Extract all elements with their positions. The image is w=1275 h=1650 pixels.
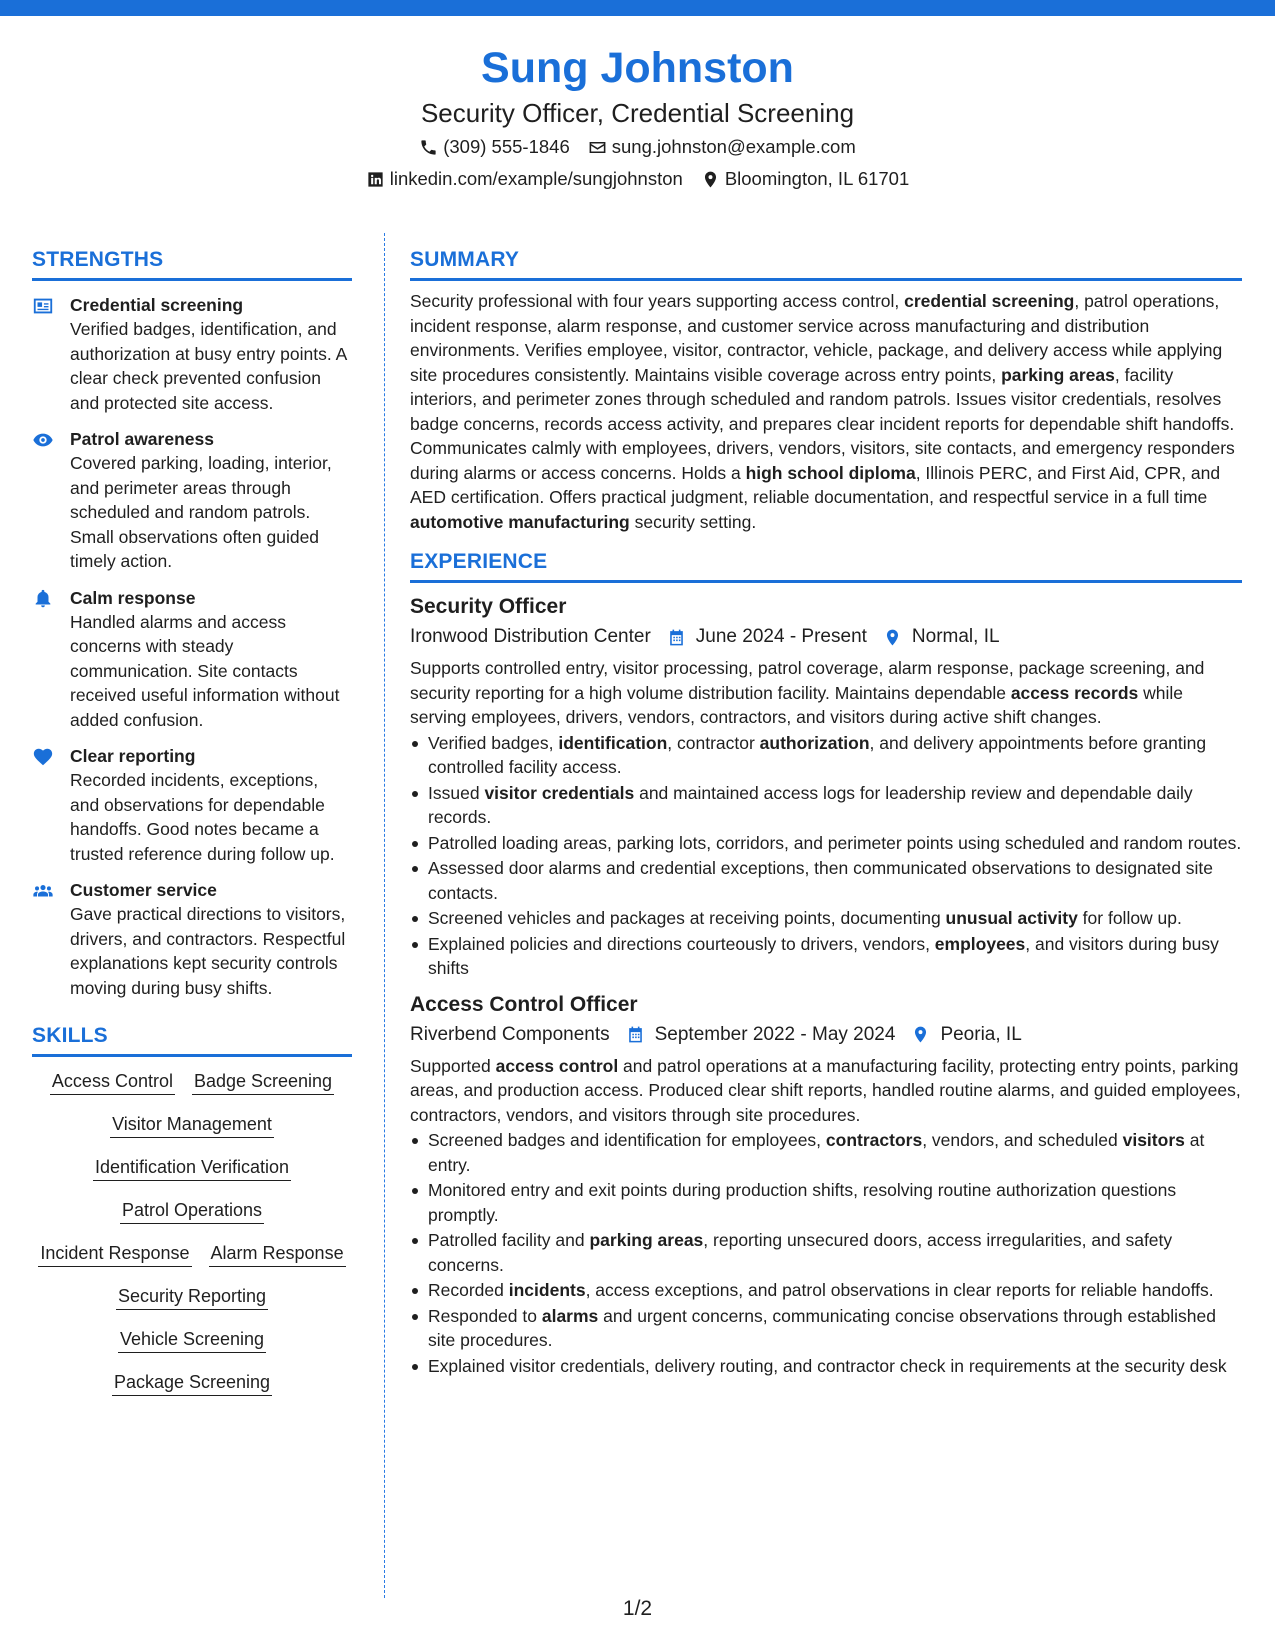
column-divider bbox=[384, 233, 385, 1598]
strength-heading: Calm response bbox=[70, 587, 196, 608]
text-run: and urgent concerns, communicating concise observations through established site procedures. bbox=[428, 1305, 1217, 1350]
calendar-icon bbox=[626, 1025, 645, 1044]
skills-heading: SKILLS bbox=[32, 1022, 352, 1057]
bullet-item bbox=[410, 932, 1242, 981]
text-run: Verified badges, bbox=[428, 732, 559, 753]
text-run: Screened badges and identification for employees, bbox=[428, 1130, 826, 1150]
emphasis-text: contractors bbox=[825, 1130, 923, 1150]
text-run: , patrol operations, incident response, alarm response, and customer service across manufacturing and distribution environments. Verifies employee, visitor, contractor, vehicle, package, and delivery access while applying site procedures consistently. Maintains visible coverage across entry points, bbox=[410, 291, 1223, 385]
strengths-heading: STRENGTHS bbox=[32, 246, 352, 281]
text-run: Patrolled facility and bbox=[428, 1230, 590, 1250]
linkedin-contact[interactable] bbox=[366, 164, 683, 194]
text-run: at entry. bbox=[428, 1130, 1205, 1175]
eye-icon bbox=[32, 429, 54, 451]
skills-section bbox=[32, 1022, 352, 1396]
strengths-section bbox=[32, 246, 352, 1000]
summary-text bbox=[410, 289, 1242, 534]
skill-tag: Security Reporting bbox=[116, 1284, 268, 1310]
strength-heading: Clear reporting bbox=[70, 746, 196, 766]
skill-tag: Package Screening bbox=[112, 1370, 272, 1396]
right-column bbox=[410, 246, 1242, 1378]
skill-tag: Identification Verification bbox=[93, 1155, 291, 1181]
text-run: Assessed door alarms and credential exceptions, then communicated observations to designated site contacts. bbox=[428, 858, 1214, 903]
skill-tag: Patrol Operations bbox=[120, 1198, 264, 1224]
linkedin-icon bbox=[366, 170, 385, 189]
emphasis-text: incidents bbox=[508, 1280, 586, 1300]
job-bullets bbox=[410, 731, 1242, 981]
job-location: Normal, IL bbox=[911, 626, 1000, 647]
skill-tag: Alarm Response bbox=[209, 1241, 346, 1267]
job-meta bbox=[410, 1020, 1242, 1050]
text-run: Explained visitor credentials, delivery routing, and contractor check in requirements at the security desk bbox=[428, 1355, 1227, 1376]
text-run: and patrol operations at a manufacturing facility, protecting entry points, parking areas, and production access. Produced clear shift reports, handled routine alarms, and guided employees, contractors, vendors, and visitors through site procedures. bbox=[410, 1055, 1241, 1125]
company-name: Riverbend Components bbox=[410, 1023, 610, 1045]
text-run: , contractor bbox=[667, 732, 760, 753]
job-title: Security Officer bbox=[410, 595, 567, 618]
bullet-item bbox=[410, 1178, 1242, 1227]
emphasis-text: visitors bbox=[1122, 1130, 1185, 1150]
top-accent-bar bbox=[0, 0, 1275, 16]
job-entry bbox=[410, 991, 1242, 1379]
resume-header bbox=[0, 40, 1275, 194]
text-run: Security professional with four years supporting access control, bbox=[410, 291, 905, 311]
skill-tag: Vehicle Screening bbox=[118, 1327, 266, 1353]
text-run: Supports controlled entry, visitor processing, patrol coverage, alarm response, package screening, and security reporting for a high volume distribution facility. Maintains dependable bbox=[410, 658, 1205, 703]
experience-section bbox=[410, 548, 1242, 1378]
text-run: and maintained access logs for leadership review and dependable daily records. bbox=[428, 782, 1193, 827]
text-run: Explained policies and directions courteously to drivers, vendors, bbox=[428, 933, 935, 954]
text-run: Responded to bbox=[428, 1305, 542, 1326]
map-pin-icon bbox=[911, 1025, 930, 1044]
strength-item bbox=[32, 293, 352, 415]
strength-description: Recorded incidents, exceptions, and observations for dependable handoffs. Good notes became a trusted reference during follow up. bbox=[70, 770, 335, 864]
phone-icon bbox=[419, 138, 438, 157]
location-contact bbox=[701, 164, 909, 194]
skill-tag: Access Control bbox=[50, 1069, 175, 1095]
emphasis-text: unusual activity bbox=[945, 908, 1078, 928]
strength-description: Gave practical directions to visitors, drivers, and contractors. Respectful explanations kept security controls moving during busy shifts. bbox=[70, 904, 346, 998]
strength-description: Covered parking, loading, interior, and perimeter areas through scheduled and random patrols. Small observations often guided timely action. bbox=[70, 453, 332, 571]
heart-icon bbox=[32, 746, 54, 768]
bullet-item bbox=[410, 1278, 1242, 1303]
summary-heading: SUMMARY bbox=[410, 246, 1242, 281]
text-run: while serving employees, drivers, vendors, contractors, and visitors during active shift changes. bbox=[410, 682, 1184, 727]
skill-tag: Badge Screening bbox=[192, 1069, 334, 1095]
emphasis-text: high school diploma bbox=[745, 462, 916, 483]
strength-description: Verified badges, identification, and authorization at busy entry points. A clear check prevented confusion and protected site access. bbox=[70, 319, 347, 413]
job-title: Access Control Officer bbox=[410, 992, 638, 1016]
job-meta bbox=[410, 622, 1242, 652]
text-run: , and delivery appointments before granting controlled facility access. bbox=[428, 732, 1207, 777]
email-contact[interactable] bbox=[588, 132, 856, 162]
emphasis-text: identification bbox=[558, 732, 668, 753]
strength-description: Handled alarms and access concerns with steady communication. Site contacts received useful information without added confusion. bbox=[70, 611, 340, 730]
contact-row-1 bbox=[0, 132, 1275, 162]
emphasis-text: authorization bbox=[759, 732, 870, 753]
linkedin-url[interactable]: linkedin.com/example/sungjohnston bbox=[389, 168, 683, 189]
strength-heading: Patrol awareness bbox=[70, 429, 214, 449]
bullet-item bbox=[410, 856, 1242, 905]
strength-heading: Credential screening bbox=[70, 295, 244, 315]
summary-section bbox=[410, 246, 1242, 534]
bullet-item bbox=[410, 1228, 1242, 1277]
strength-item bbox=[32, 586, 352, 733]
candidate-name: Sung Johnston bbox=[481, 44, 794, 92]
emphasis-text: parking areas bbox=[589, 1230, 704, 1250]
experience-heading: EXPERIENCE bbox=[410, 548, 1242, 583]
bullet-item bbox=[410, 1304, 1242, 1353]
candidate-title: Security Officer, Credential Screening bbox=[420, 98, 855, 128]
emphasis-text: alarms bbox=[541, 1305, 599, 1326]
text-run: , and visitors during busy shifts bbox=[428, 933, 1219, 978]
contact-row-2 bbox=[0, 164, 1275, 194]
strength-heading: Customer service bbox=[70, 880, 217, 900]
emphasis-text: visitor credentials bbox=[484, 782, 635, 803]
text-run: , vendors, and scheduled bbox=[922, 1130, 1123, 1150]
emphasis-text: employees bbox=[934, 933, 1026, 954]
skill-tag: Visitor Management bbox=[110, 1112, 274, 1138]
job-description bbox=[410, 1054, 1242, 1128]
text-run: , access exceptions, and patrol observations in clear reports for reliable handoffs. bbox=[585, 1280, 1214, 1300]
users-icon bbox=[32, 880, 54, 902]
company-name: Ironwood Distribution Center bbox=[410, 626, 651, 647]
bullet-item bbox=[410, 731, 1242, 780]
strength-item bbox=[32, 427, 352, 574]
job-dates: September 2022 - May 2024 bbox=[654, 1023, 896, 1045]
strength-item bbox=[32, 878, 352, 1000]
text-run: Screened vehicles and packages at receiving points, documenting bbox=[428, 908, 946, 928]
job-dates: June 2024 - Present bbox=[695, 626, 867, 647]
id-card-icon bbox=[32, 295, 54, 317]
page-number: 1/2 bbox=[622, 1597, 653, 1620]
location-text: Bloomington, IL 61701 bbox=[724, 168, 910, 189]
bullet-item bbox=[410, 781, 1242, 830]
emphasis-text: access control bbox=[495, 1055, 619, 1076]
text-run: Recorded bbox=[428, 1280, 509, 1300]
bullet-item bbox=[410, 831, 1242, 856]
bell-icon bbox=[32, 588, 54, 610]
bullet-item bbox=[410, 1354, 1242, 1379]
emphasis-text: credential screening bbox=[904, 291, 1075, 311]
map-pin-icon bbox=[701, 170, 720, 189]
email-address[interactable]: sung.johnston@example.com bbox=[611, 136, 856, 157]
emphasis-text: automotive manufacturing bbox=[410, 511, 630, 532]
bullet-item bbox=[410, 906, 1242, 931]
text-run: , reporting unsecured doors, access irregularities, and safety concerns. bbox=[428, 1230, 1173, 1275]
text-run: , Illinois PERC, and First Aid, CPR, and AED certification. Offers practical judgment, reliable documentation, and respectful service in a full time bbox=[410, 462, 1221, 507]
emphasis-text: parking areas bbox=[1001, 364, 1115, 385]
text-run: Monitored entry and exit points during production shifts, resolving routine authorization questions promptly. bbox=[428, 1180, 1177, 1225]
text-run: Issued bbox=[428, 782, 485, 803]
calendar-icon bbox=[667, 628, 686, 647]
job-entry bbox=[410, 593, 1242, 981]
skills-list bbox=[32, 1069, 352, 1396]
job-description bbox=[410, 656, 1242, 730]
phone-number: (309) 555-1846 bbox=[443, 136, 570, 157]
emphasis-text: access records bbox=[1010, 682, 1139, 703]
phone-contact bbox=[419, 132, 570, 162]
job-location: Peoria, IL bbox=[940, 1023, 1022, 1045]
envelope-icon bbox=[588, 138, 607, 157]
text-run: , facility interiors, and perimeter zones through scheduled and random patrols. Issues visitor credentials, resolves badge concerns, records access activity, and prepares clear incident reports for dependable shift handoffs. Communicates calmly with employees, drivers, vendors, visitors, site contacts, and emergency responders during alarms or access concerns. Holds a bbox=[410, 364, 1235, 483]
text-run: Supported bbox=[410, 1055, 496, 1076]
left-column bbox=[32, 246, 352, 1396]
skill-tag: Incident Response bbox=[38, 1241, 191, 1267]
bullet-item bbox=[410, 1128, 1242, 1177]
job-bullets bbox=[410, 1128, 1242, 1378]
text-run: security setting. bbox=[629, 511, 757, 532]
strength-item bbox=[32, 744, 352, 866]
text-run: Patrolled loading areas, parking lots, corridors, and perimeter points using scheduled and random routes. bbox=[428, 832, 1242, 853]
map-pin-icon bbox=[883, 628, 902, 647]
text-run: for follow up. bbox=[1077, 908, 1182, 928]
